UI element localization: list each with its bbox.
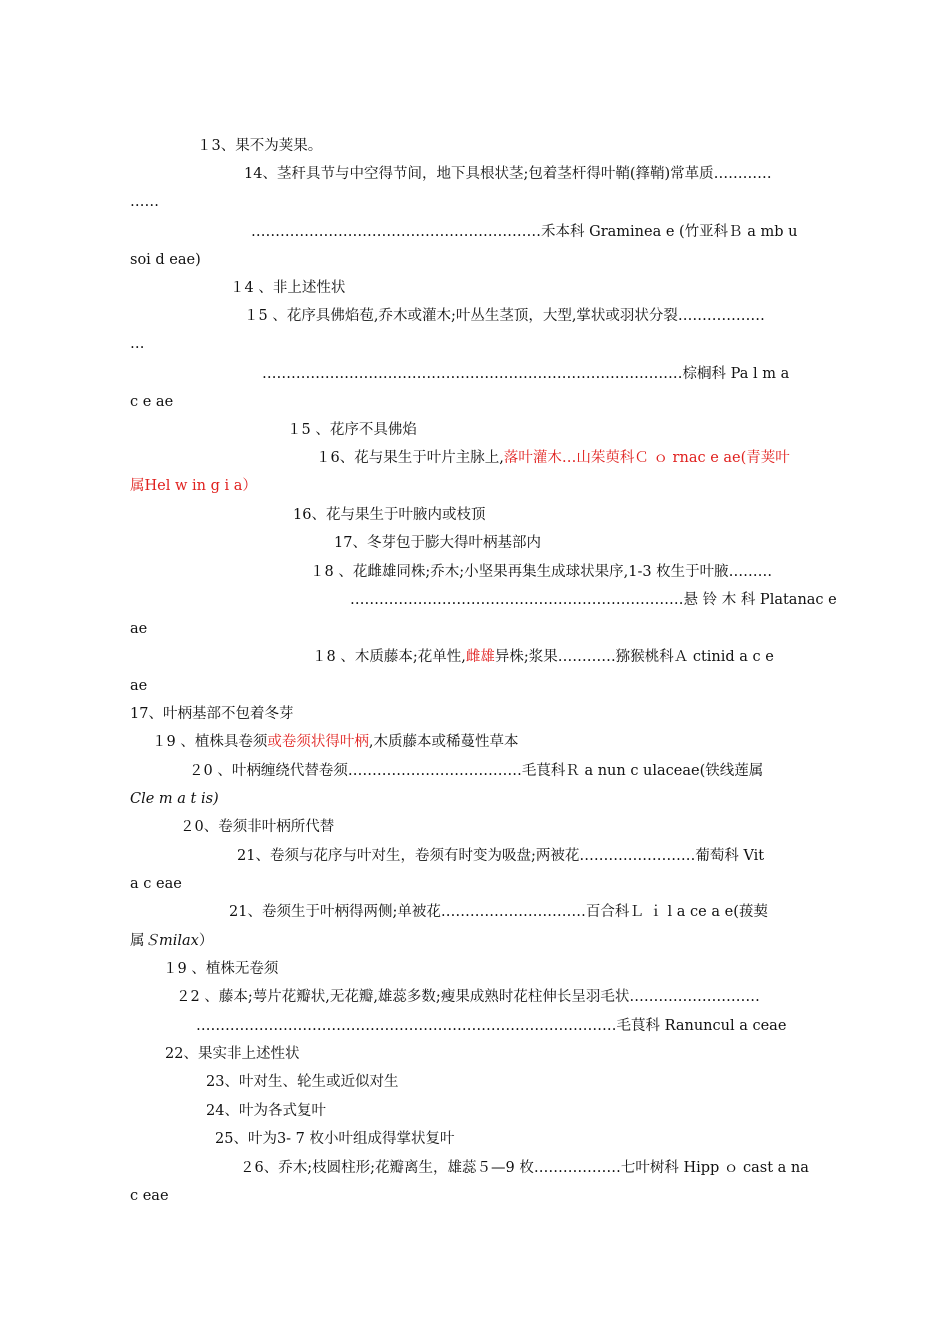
- key-line-16a-highlight: 落叶灌木…山茱萸科Ｃ ｏ rnac e ae(青荚叶: [503, 450, 790, 466]
- key-line-16b: 16、花与果生于叶腋内或枝顶: [293, 507, 486, 523]
- key-line-19a-text-2: ,木质藤本或稀蔓性草本: [368, 734, 519, 750]
- key-line-23a: 23、叶对生、轮生或近似对生: [206, 1074, 399, 1090]
- key-line-18a-family-cont: ae: [130, 621, 148, 637]
- key-line-18b-text: １8 、木质藤本;花单性,: [312, 649, 466, 665]
- key-line-21a: 21、卷须与花序与叶对生，卷须有时变为吸盘;两被花……………………葡萄科 Vit: [237, 848, 765, 864]
- key-line-14a: 14、茎秆具节与中空得节间，地下具根状茎;包着茎杆得叶鞘(箨鞘)常革质…………: [244, 166, 772, 182]
- key-line-18b-cont: ae: [130, 678, 148, 694]
- key-line-17a: 17、冬芽包于膨大得叶柄基部内: [334, 535, 541, 551]
- key-line-16a-cont: 属Hel w in g i a）: [130, 478, 257, 494]
- key-line-21b-cont: [130, 931, 213, 951]
- key-line-21b: 21、卷须生于叶柄得两侧;单被花…………………………百合科Ｌ ｉ l a ce a e(菝葜: [229, 904, 768, 920]
- key-line-21b-genus: Ｓmilax: [144, 933, 199, 949]
- key-line-20b: ２0、卷须非叶柄所代替: [180, 819, 335, 835]
- key-line-21b-cont-text: 属: [130, 933, 145, 949]
- key-line-24a: 24、叶为各式复叶: [206, 1103, 326, 1119]
- key-line-20a: ２0 、叶柄缠绕代替卷须………………………………毛茛科Ｒ a nun c ulaceae(铁线莲属: [189, 763, 764, 779]
- key-line-17b: 17、叶柄基部不包着冬芽: [130, 706, 294, 722]
- key-line-15a: １5 、花序具佛焰苞,乔木或灌木;叶丛生茎顶，大型,掌状或羽状分裂………………: [244, 308, 765, 324]
- key-line-18a-family: ……………………………………………………………悬 铃 木 科 Platanac e: [350, 592, 837, 608]
- key-line-25a: 25、叶为3- 7 枚小叶组成得掌状复叶: [215, 1131, 455, 1147]
- key-line-15a-family: ……………………………………………………………………………棕榈科 Pa l m a: [262, 366, 790, 382]
- key-line-19a-highlight: 或卷须状得叶柄: [267, 734, 369, 750]
- key-line-21b-cont-end: ）: [198, 933, 214, 949]
- key-line-19a: [152, 732, 518, 752]
- key-line-21a-cont: a c eae: [130, 876, 182, 892]
- key-line-18b-text-2: 异株;浆果…………猕猴桃科Ａ ctinid a c e: [494, 649, 774, 665]
- key-line-26a: ２6、乔木;枝圆柱形;花瓣离生，雄蕊５—9 枚………………七叶树科 Hipp ｏ cast a na: [240, 1160, 809, 1176]
- key-line-15a-family-cont: c e ae: [130, 394, 174, 410]
- key-line-22a-family: ……………………………………………………………………………毛茛科 Ranuncul a ceae: [196, 1018, 787, 1034]
- key-line-18b-highlight: 雌雄: [465, 649, 495, 665]
- key-line-18a: １8 、花雌雄同株;乔木;小坚果再集生成球状果序,1-3 枚生于叶腋………: [310, 564, 773, 580]
- key-line-19a-text: １9 、植株具卷须: [152, 734, 268, 750]
- key-line-19b: １9 、植株无卷须: [163, 961, 279, 977]
- key-line-13b: １3、果不为荚果。: [197, 138, 323, 154]
- key-line-16a: [316, 448, 790, 468]
- key-line-15a-cont: …: [130, 336, 145, 352]
- key-line-14b: １4 、非上述性状: [230, 280, 346, 296]
- key-line-26a-cont: c eae: [130, 1188, 169, 1204]
- key-line-14a-cont: ……: [130, 194, 159, 210]
- key-line-18b: [312, 647, 774, 667]
- key-line-14a-family-cont: soi d eae): [130, 252, 201, 268]
- key-line-15b: １5 、花序不具佛焰: [287, 422, 417, 438]
- key-line-20a-cont: Cle m a t is): [130, 791, 219, 807]
- key-line-22a: ２2 、藤本;萼片花瓣状,无花瓣,雄蕊多数;瘦果成熟时花柱伸长呈羽毛状………………………: [176, 989, 760, 1005]
- key-line-16a-text: １6、花与果生于叶片主脉上,: [316, 450, 504, 466]
- key-line-22b: 22、果实非上述性状: [165, 1046, 300, 1062]
- key-line-14a-family: ……………………………………………………禾本科 Graminea e (竹亚科Ｂ a mb u: [251, 224, 798, 240]
